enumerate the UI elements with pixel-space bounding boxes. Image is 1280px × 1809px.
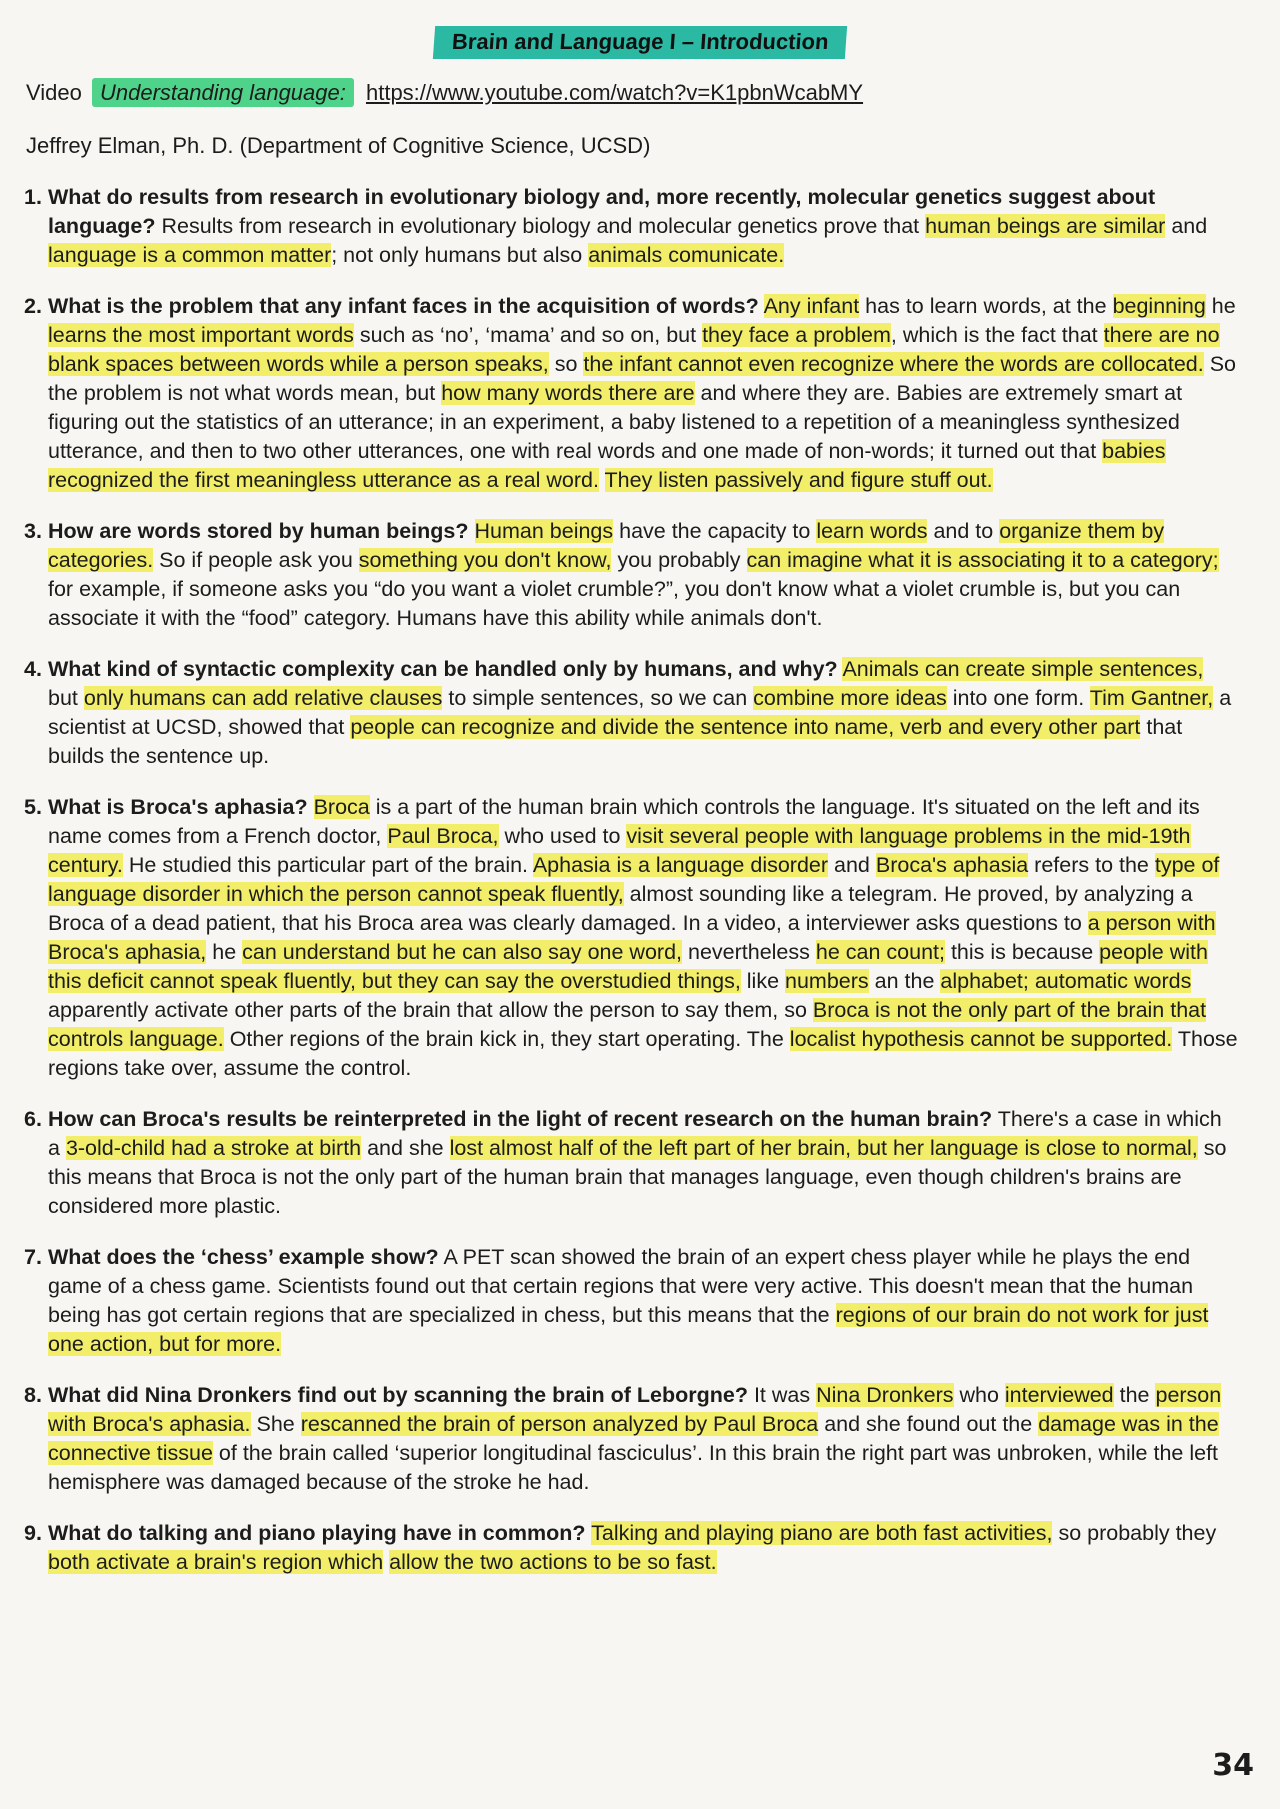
- highlighted-answer-text: human beings are similar: [925, 214, 1166, 238]
- question-text: How are words stored by human beings?: [48, 519, 469, 543]
- question-number: 1.: [24, 185, 42, 209]
- question-list: [24, 183, 1238, 1599]
- answer-text: have the capacity to: [613, 519, 817, 543]
- highlighted-answer-text: Animals can create simple sentences,: [842, 657, 1204, 681]
- highlighted-answer-text: organize them by categories.: [48, 519, 1165, 572]
- answer-text: for example, if someone asks you “do you want a violet crumble?”, you don't know what a violet crumble is, but you can associate it with the “food” category. Humans have this ability while animals don't.: [48, 577, 1181, 630]
- answer-text: that builds the sentence up.: [48, 715, 1183, 768]
- highlighted-answer-text: can imagine what it is associating it to a category;: [746, 548, 1219, 572]
- author-line: Jeffrey Elman, Ph. D. (Department of Cognitive Science, UCSD): [26, 133, 651, 158]
- video-link[interactable]: https://www.youtube.com/watch?v=K1pbnWcabMY: [365, 80, 864, 105]
- qa-item: [24, 1381, 1238, 1497]
- highlighted-answer-text: people can recognize and divide the sentence into name, verb and every other part: [350, 715, 1141, 739]
- highlighted-answer-text: can understand but he can also say one word,: [242, 940, 683, 964]
- highlighted-answer-text: they face a problem: [702, 323, 891, 347]
- answer-text: is a part of the human brain which controls the language. It's situated on the left and its name comes from a French doctor,: [48, 795, 1200, 848]
- qa-item: [24, 183, 1238, 270]
- answer-text: almost sounding like a telegram. He proved, by analyzing a Broca of a dead patient, that his Broca area was clearly damaged. In a video, a interviewer asks questions to: [48, 882, 1193, 935]
- answer-text: he: [206, 940, 243, 964]
- answer-text: He studied this particular part of the brain.: [122, 853, 533, 877]
- answer-text: he: [1205, 294, 1236, 318]
- question-number: 3.: [24, 519, 42, 543]
- answer-text: and she found out the: [818, 1412, 1039, 1436]
- answer-text: so: [548, 352, 584, 376]
- answer-text: this is because: [944, 940, 1100, 964]
- question-number: 2.: [24, 294, 42, 318]
- video-line: [26, 80, 863, 106]
- qa-item: [24, 793, 1238, 1083]
- answer-text: of the brain called ‘superior longitudinal fasciculus’. In this brain the right part was unbroken, while the left hemisphere was damaged because of the stroke he had.: [48, 1441, 1219, 1494]
- qa-item: [24, 517, 1238, 633]
- question-text: What do results from research in evolutionary biology and, more recently, molecular genetics suggest about language?: [48, 185, 1156, 238]
- question-text: What do talking and piano playing have in common?: [48, 1521, 586, 1545]
- answer-text: who: [953, 1383, 1005, 1407]
- answer-text: the: [1113, 1383, 1156, 1407]
- question-number: 6.: [24, 1107, 42, 1131]
- answer-text: and: [1165, 214, 1208, 238]
- highlighted-answer-text: the infant cannot even recognize where the words are collocated.: [583, 352, 1204, 376]
- qa-item: [24, 655, 1238, 771]
- highlighted-answer-text: They listen passively and figure stuff out.: [604, 468, 993, 492]
- answer-text: Results from research in evolutionary biology and molecular genetics prove that: [155, 214, 926, 238]
- question-number: 9.: [24, 1521, 42, 1545]
- answer-text: so probably they: [1052, 1521, 1217, 1545]
- answer-text: nevertheless: [682, 940, 816, 964]
- video-title: Understanding language:: [92, 78, 354, 107]
- answer-text: Those regions take over, assume the control.: [48, 1027, 1238, 1080]
- highlighted-answer-text: people with this deficit cannot speak fluently, but they can say the overstudied things,: [48, 940, 1208, 993]
- highlighted-answer-text: both activate a brain's region which: [48, 1550, 384, 1574]
- answer-text: has to learn words, at the: [859, 294, 1113, 318]
- highlighted-answer-text: regions of our brain do not work for just one action, but for more.: [48, 1303, 1209, 1356]
- answer-text: and where they are. Babies are extremely smart at figuring out the statistics of an utterance; in an experiment, a baby listened to a repetition of a meaningless synthesized utterance, and then to two other utterances, one with real words and one made of non-words; it turned out that: [48, 381, 1183, 463]
- highlighted-answer-text: Aphasia is a language disorder: [532, 853, 829, 877]
- highlighted-answer-text: alphabet; automatic words: [940, 969, 1192, 993]
- answer-text: refers to the: [1028, 853, 1155, 877]
- highlighted-answer-text: he can count;: [815, 940, 945, 964]
- highlighted-answer-text: numbers: [785, 969, 869, 993]
- highlighted-answer-text: damage was in the connective tissue: [48, 1412, 1219, 1465]
- highlighted-answer-text: allow the two actions to be so fast.: [389, 1550, 717, 1574]
- highlighted-answer-text: localist hypothesis cannot be supported.: [789, 1027, 1173, 1051]
- answer-text: [759, 294, 764, 318]
- answer-text: into one form.: [946, 686, 1090, 710]
- question-text: What is Broca's aphasia?: [48, 795, 308, 819]
- answer-text: like: [740, 969, 786, 993]
- answer-text: and to: [927, 519, 1000, 543]
- highlighted-answer-text: combine more ideas: [753, 686, 947, 710]
- highlighted-answer-text: Broca is not the only part of the brain that controls language.: [48, 998, 1207, 1051]
- question-number: 8.: [24, 1383, 42, 1407]
- answer-text: There's a case in which a: [48, 1107, 1222, 1160]
- answer-text: , which is the fact that: [890, 323, 1104, 347]
- highlighted-answer-text: Paul Broca,: [387, 824, 499, 848]
- highlighted-answer-text: how many words there are: [441, 381, 695, 405]
- answer-text: So the problem is not what words mean, but: [48, 352, 1237, 405]
- highlighted-answer-text: babies recognized the first meaningless utterance as a real word.: [48, 439, 1166, 492]
- highlighted-answer-text: rescanned the brain of person analyzed by Paul Broca: [300, 1412, 819, 1436]
- page-title: Brain and Language I – Introduction: [433, 26, 848, 59]
- highlighted-answer-text: Any infant: [763, 294, 860, 318]
- highlighted-answer-text: interviewed: [1004, 1383, 1114, 1407]
- highlighted-answer-text: only humans can add relative clauses: [83, 686, 443, 710]
- highlighted-answer-text: learns the most important words: [48, 323, 354, 347]
- highlighted-answer-text: Talking and playing piano are both fast activities,: [591, 1521, 1053, 1545]
- highlighted-answer-text: beginning: [1112, 294, 1206, 318]
- answer-text: Other regions of the brain kick in, they start operating. The: [223, 1027, 790, 1051]
- answer-text: who used to: [498, 824, 627, 848]
- answer-text: so this means that Broca is not the only part of the human brain that manages language, even though children's brains are considered more plastic.: [48, 1136, 1227, 1218]
- highlighted-answer-text: a person with Broca's aphasia,: [48, 911, 1216, 964]
- highlighted-answer-text: lost almost half of the left part of her brain, but her language is close to normal,: [449, 1136, 1198, 1160]
- highlighted-answer-text: language is a common matter: [48, 243, 332, 267]
- highlighted-answer-text: type of language disorder in which the person cannot speak fluently,: [48, 853, 1220, 906]
- highlighted-answer-text: Broca's aphasia: [875, 853, 1029, 877]
- answer-text: [308, 795, 314, 819]
- question-number: 7.: [24, 1245, 42, 1269]
- qa-item: [24, 292, 1238, 495]
- question-text: What is the problem that any infant faces in the acquisition of words?: [48, 294, 759, 318]
- video-label: Video: [26, 80, 82, 105]
- highlighted-answer-text: 3-old-child had a stroke at birth: [65, 1136, 362, 1160]
- highlighted-answer-text: something you don't know,: [358, 548, 612, 572]
- answer-text: you probably: [611, 548, 747, 572]
- highlighted-answer-text: person with Broca's aphasia.: [48, 1383, 1222, 1436]
- answer-text: and she: [361, 1136, 450, 1160]
- question-number: 4.: [24, 657, 42, 681]
- page-number: 34: [1212, 1748, 1254, 1783]
- answer-text: apparently activate other parts of the brain that allow the person to say them, so: [48, 998, 813, 1022]
- question-text: What kind of syntactic complexity can be handled only by humans, and why?: [48, 657, 838, 681]
- answer-text: ; not only humans but also: [331, 243, 589, 267]
- qa-item: [24, 1105, 1238, 1221]
- qa-item: [24, 1243, 1238, 1359]
- highlighted-answer-text: Nina Dronkers: [816, 1383, 954, 1407]
- question-text: How can Broca's results be reinterpreted in the light of recent research on the human brain?: [48, 1107, 993, 1131]
- answer-text: an the: [868, 969, 941, 993]
- answer-text: So if people ask you: [153, 548, 359, 572]
- answer-text: [469, 519, 475, 543]
- answer-text: but: [48, 686, 84, 710]
- answer-text: and: [828, 853, 876, 877]
- highlighted-answer-text: Broca: [313, 795, 370, 819]
- highlighted-answer-text: visit several people with language problems in the mid-19th century.: [48, 824, 1191, 877]
- question-text: What does the ‘chess’ example show?: [48, 1245, 439, 1269]
- answer-text: It was: [747, 1383, 817, 1407]
- title-wrap: [0, 26, 1280, 59]
- answer-text: [599, 468, 605, 492]
- highlighted-answer-text: learn words: [816, 519, 928, 543]
- highlighted-answer-text: Human beings: [474, 519, 614, 543]
- answer-text: such as ‘no’, ‘mama’ and so on, but: [353, 323, 703, 347]
- highlighted-answer-text: there are no blank spaces between words while a person speaks,: [48, 323, 1220, 376]
- highlighted-answer-text: animals comunicate.: [588, 243, 785, 267]
- answer-text: She: [250, 1412, 301, 1436]
- qa-item: [24, 1519, 1238, 1577]
- answer-text: a scientist at UCSD, showed that: [48, 686, 1232, 739]
- highlighted-answer-text: Tim Gantner,: [1089, 686, 1214, 710]
- question-text: What did Nina Dronkers find out by scanning the brain of Leborgne?: [48, 1383, 748, 1407]
- question-number: 5.: [24, 795, 42, 819]
- answer-text: to simple sentences, so we can: [442, 686, 754, 710]
- answer-text: A PET scan showed the brain of an expert chess player while he plays the end game of a chess game. Scientists found out that certain regions that were very active. This doesn't mean that the human being has got certain regions that are specialized in chess, but this means that the: [48, 1245, 1194, 1327]
